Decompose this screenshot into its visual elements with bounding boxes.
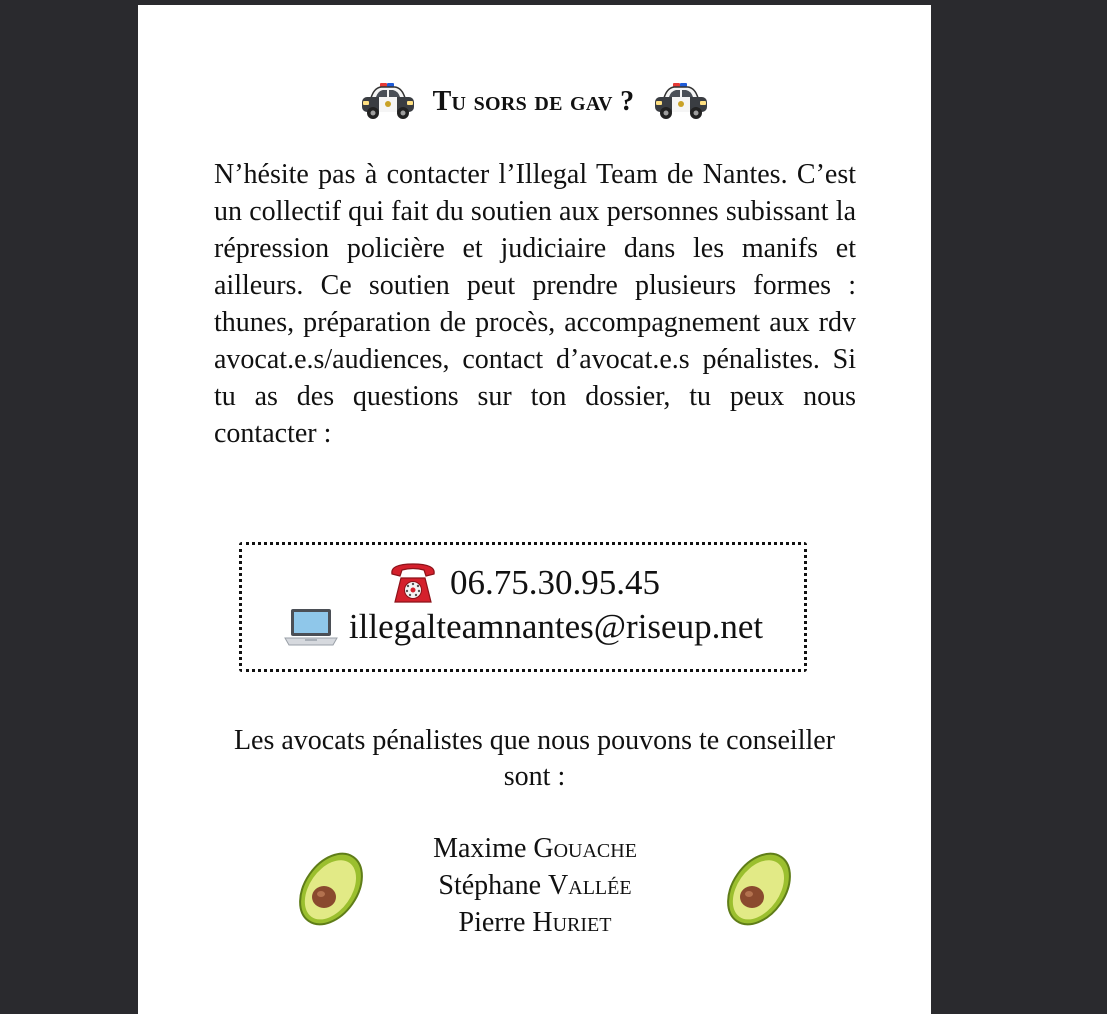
- phone-row: [242, 561, 804, 605]
- lawyers-intro: Les avocats pénalistes que nous pouvons te conseiller sont :: [233, 725, 836, 792]
- intro-paragraph: N’hésite pas à contacter l’Illegal Team de Nantes. C’est un collectif qui fait du soutien aux personnes subissant la répression policière et judiciaire dans les manifs et ailleurs. Ce soutien peut prendre plusieurs formes : thunes, préparation de procès, accompagnement aux rdv avocat.e.s/audiences, contact d’avocat.e.s pénalistes. Si tu as des questions sur ton dossier, tu peux nous contacter :: [214, 159, 856, 449]
- lawyer-name: Stéphane Vallée: [438, 870, 632, 901]
- laptop-icon: [283, 605, 339, 649]
- lawyer-name: Pierre Huriet: [458, 907, 612, 938]
- contact-box: [239, 542, 807, 672]
- telephone-icon: [386, 561, 440, 605]
- phone-number[interactable]: 06.75.30.95.45: [450, 563, 660, 602]
- police-car-icon: [359, 82, 417, 122]
- document-page: [138, 5, 931, 1014]
- police-car-icon: [652, 82, 710, 122]
- email-row: [242, 605, 804, 649]
- lawyer-name: Maxime Gouache: [433, 833, 637, 864]
- lawyers-list: [363, 830, 707, 941]
- email-address[interactable]: illegalteamnantes@riseup.net: [348, 607, 764, 646]
- title-row: [138, 77, 931, 127]
- avocado-icon: [290, 848, 372, 930]
- page-title: Tu sors de gav ?: [432, 86, 635, 117]
- avocado-icon: [718, 848, 800, 930]
